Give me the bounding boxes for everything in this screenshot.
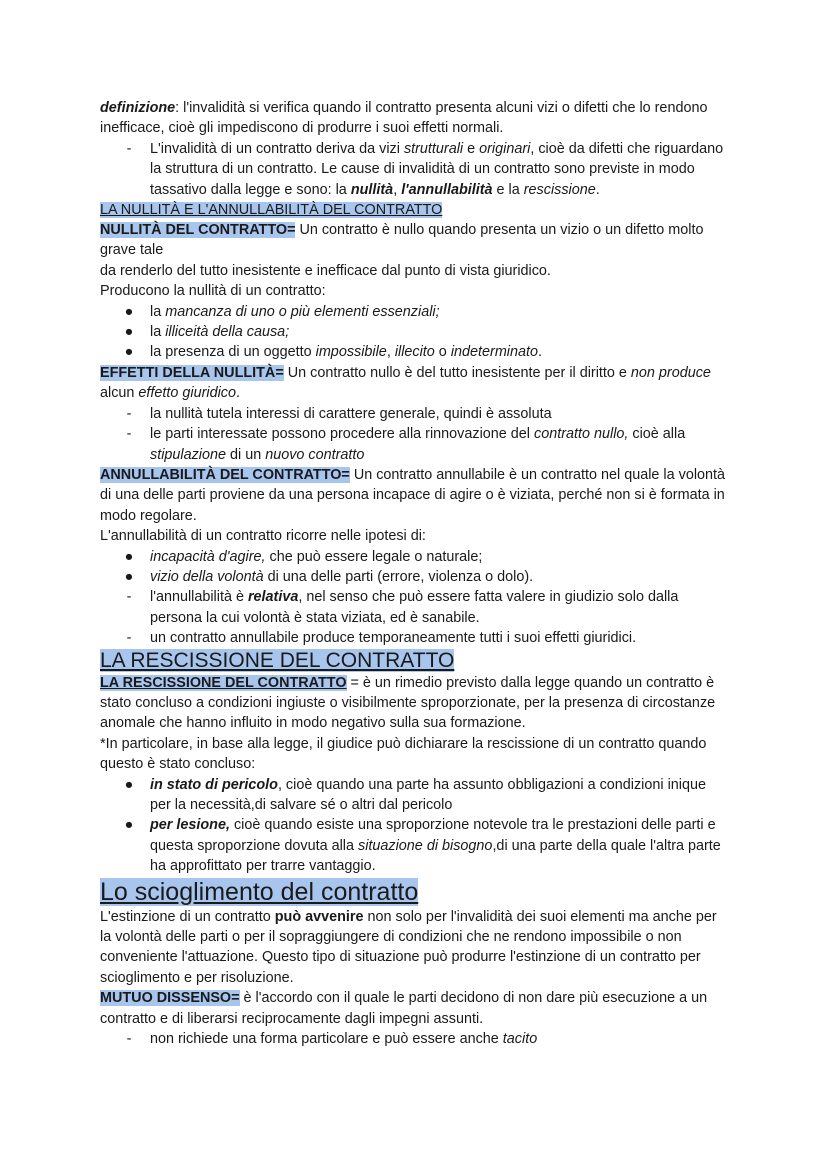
particolare-paragraph: *In particolare, in base alla legge, il giudice può dichiarare la rescissione di un contratto quando questo è stato concluso:	[100, 735, 707, 773]
effetti-dash-list	[100, 404, 728, 465]
definition-paragraph: definizione: l'invalidità si verifica quando il contratto presenta alcuni vizi o difetti che lo rendono inefficace, cioè gli impediscono di produrre i suoi effetti normali.	[100, 100, 708, 137]
list-item: ● vizio della volontà di una delle parti (errore, violenza o dolo).	[124, 568, 534, 585]
intro-dash-list	[100, 139, 728, 200]
nullita-paragraph: NULLITÀ DEL CONTRATTO= Un contratto è nullo quando presenta un vizio o un difetto molto grave tale	[100, 222, 704, 259]
nullita-paragraph-cont: da renderlo del tutto inesistente e inefficace dal punto di vista giuridico.	[100, 262, 551, 279]
section-heading-nullita: LA NULLITÀ E L'ANNULLABILITÀ DEL CONTRATTO	[100, 202, 443, 219]
estinzione-paragraph: L'estinzione di un contratto può avvenire non solo per l'invalidità dei suoi elementi ma anche per la volontà delle parti o per il sopraggiungere di condizioni che ne rendono impossibile o non conveniente l'attuazione. Questo tipo di situazione può produrre l'estinzione di un contratto per scioglimento e per risoluzione.	[100, 908, 717, 986]
list-item: ● la illiceità della causa;	[124, 324, 290, 341]
list-item: ● in stato di pericolo, cioè quando una parte ha assunto obbligazioni a condizioni inique per la necessità,di salvare sé o altri dal pericolo	[124, 776, 706, 813]
list-item: - un contratto annullabile produce temporaneamente tutti i suoi effetti giuridici.	[126, 630, 637, 647]
highlighted-term: NULLITÀ DEL CONTRATTO=	[100, 222, 296, 239]
mutuo-dissenso-paragraph: MUTUO DISSENSO= è l'accordo con il quale le parti decidono di non dare più esecuzione a un contratto e di liberarsi reciprocamente dagli impegni assunti.	[100, 990, 708, 1027]
highlighted-term: EFFETTI DELLA NULLITÀ=	[100, 364, 284, 381]
list-item: - non richiede una forma particolare e può essere anche tacito	[126, 1031, 538, 1048]
highlighted-term: ANNULLABILITÀ DEL CONTRATTO=	[100, 466, 350, 483]
list-item: - L'invalidità di un contratto deriva da vizi strutturali e originari, cioè da difetti che riguardano la struttura di un contratto. Le cause di invalidità di un contratto sono previste in modo tassativo dalla legge e sono: la nullità, l'annullabilità e la rescissione.	[126, 140, 724, 198]
highlighted-term: MUTUO DISSENSO=	[100, 990, 240, 1007]
list-item: ● la mancanza di uno o più elementi essenziali;	[124, 303, 440, 320]
section-heading-scioglimento: Lo scioglimento del contratto	[100, 877, 419, 906]
list-item: ● per lesione, cioè quando esiste una sproporzione notevole tra le prestazioni delle parti e questa sproporzione dovuta alla situazione di bisogno,di una parte della quale l'altra parte ha approfittato per trarre vantaggio.	[124, 817, 721, 875]
producono-line: Producono la nullità di un contratto:	[100, 283, 326, 300]
mutuo-dash-list	[100, 1029, 728, 1049]
annullabilita-paragraph: ANNULLABILITÀ DEL CONTRATTO= Un contratto annullabile è un contratto nel quale la volontà di una delle parti proviene da una persona incapace di agire o è viziata, perché non si è formata in modo regolare.	[100, 466, 726, 524]
list-item: - le parti interessate possono procedere alla rinnovazione del contratto nullo, cioè alla stipulazione di un nuovo contratto	[126, 426, 686, 463]
rescissione-paragraph: LA RESCISSIONE DEL CONTRATTO = è un rimedio previsto dalla legge quando un contratto è stato concluso a condizioni ingiuste o visibilmente sproporzionate, per la presenza di circostanze anomale che hanno influito in modo negativo sulla sua formazione.	[100, 674, 716, 732]
highlighted-term: LA RESCISSIONE DEL CONTRATTO	[100, 674, 347, 691]
list-item: ● la presenza di un oggetto impossibile, illecito o indeterminato.	[124, 344, 543, 361]
section-heading-rescissione: LA RESCISSIONE DEL CONTRATTO	[100, 648, 455, 672]
annullabilita-list	[100, 547, 728, 649]
list-item: - la nullità tutela interessi di carattere generale, quindi è assoluta	[126, 405, 552, 422]
nullita-bullet-list	[100, 302, 728, 363]
rescissione-bullet-list	[100, 775, 728, 877]
list-item: ● incapacità d'agire, che può essere legale o naturale;	[124, 548, 483, 565]
definition-label: definizione	[100, 100, 176, 116]
list-item: - l'annullabilità è relativa, nel senso che può essere fatta valere in giudizio solo dalla persona la cui volontà è stata viziata, ed è sanabile.	[126, 589, 679, 626]
ricorre-line: L'annullabilità di un contratto ricorre nelle ipotesi di:	[100, 528, 426, 545]
effetti-paragraph: EFFETTI DELLA NULLITÀ= Un contratto nullo è del tutto inesistente per il diritto e non produce alcun effetto giuridico.	[100, 364, 711, 402]
